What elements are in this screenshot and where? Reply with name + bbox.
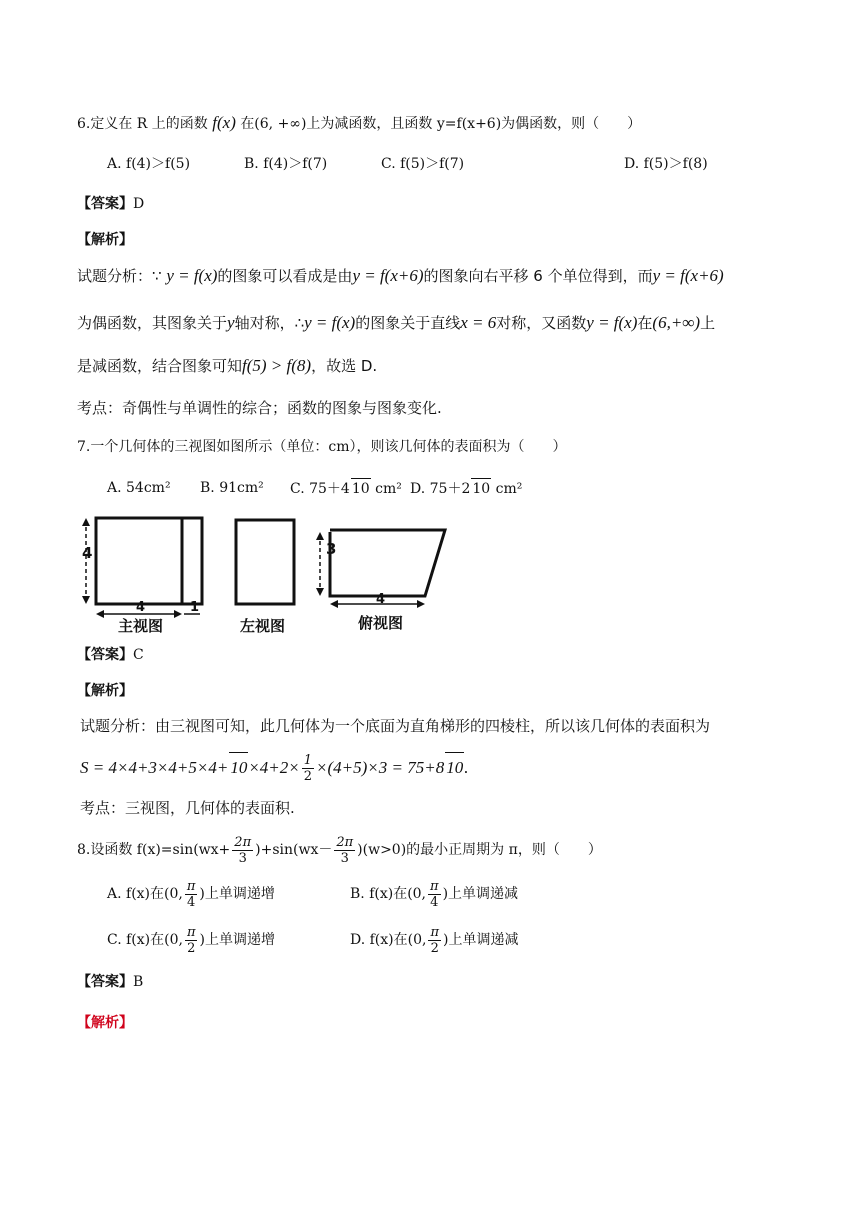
q7-analysis-label: 【解析】 bbox=[77, 683, 133, 699]
denominator: 3 bbox=[238, 850, 247, 866]
q8-option-c bbox=[107, 924, 275, 956]
q7-stem: 7.一个几何体的三视图如图所示（单位：cm），则该几何体的表面积为（ ） bbox=[77, 439, 567, 455]
q6-stem-function: f(x) bbox=[212, 113, 236, 132]
q8-option-b bbox=[350, 878, 518, 910]
math: (6,+∞) bbox=[652, 313, 701, 332]
q6-analysis-line-3 bbox=[77, 356, 377, 376]
sqrt-radicand: 10 bbox=[471, 478, 491, 499]
formula-part: . bbox=[464, 758, 469, 777]
unit: cm² bbox=[375, 481, 402, 497]
text: 对称，又函数 bbox=[496, 314, 587, 332]
arrow-left-icon bbox=[96, 610, 104, 618]
q6-stem-text: 6.定义在 R 上的函数 bbox=[77, 116, 208, 132]
fraction bbox=[428, 879, 441, 910]
text: C. 75＋4 bbox=[290, 481, 350, 497]
math: y = f(x+6) bbox=[352, 266, 424, 285]
sqrt-radicand: 10 bbox=[445, 752, 464, 783]
q8-analysis-label: 【解析】 bbox=[77, 1015, 133, 1031]
fraction bbox=[428, 925, 441, 956]
q6-stem bbox=[77, 113, 641, 134]
q7-option-c bbox=[290, 478, 402, 499]
text: C. f(x)在(0, bbox=[107, 932, 183, 948]
q6-point: 考点：奇偶性与单调性的综合；函数的图象与图象变化. bbox=[77, 399, 442, 417]
answer-value: C bbox=[133, 647, 144, 663]
text: )上单调递减 bbox=[442, 886, 519, 902]
denominator: 3 bbox=[340, 850, 349, 866]
q6-option-b: B. f(4)＞f(7) bbox=[244, 156, 328, 172]
top-view-outline bbox=[330, 530, 445, 596]
numerator: π bbox=[430, 924, 439, 940]
text: )上单调递增 bbox=[199, 886, 275, 902]
arrow-up-icon bbox=[316, 532, 324, 540]
text: ，故选 D. bbox=[311, 357, 378, 375]
text: )上单调递减 bbox=[443, 932, 519, 948]
q7-answer bbox=[77, 645, 144, 665]
numerator: π bbox=[186, 924, 196, 940]
denominator: 4 bbox=[430, 894, 439, 910]
front-view-outline bbox=[96, 518, 202, 604]
denominator: 2 bbox=[430, 940, 439, 956]
q6-analysis-label: 【解析】 bbox=[77, 232, 133, 248]
denominator: 4 bbox=[186, 894, 196, 910]
q8-option-a bbox=[107, 878, 275, 910]
q7-formula bbox=[80, 752, 468, 784]
formula-part: ×4+2× bbox=[248, 758, 300, 777]
text: )(w>0)的最小正周期为 π，则（ ） bbox=[357, 842, 602, 858]
sqrt-radicand: 10 bbox=[229, 752, 248, 783]
answer-value: D bbox=[133, 196, 145, 212]
q6-answer bbox=[77, 194, 144, 214]
q6-stem-text-2: 在(6, +∞)上为减函数，且函数 y=f(x+6)为偶函数，则（ ） bbox=[240, 116, 642, 132]
dim-label: 4 bbox=[136, 600, 146, 615]
formula-part: ×(4+5)×3 = 75+8 bbox=[316, 758, 445, 777]
numerator: π bbox=[430, 878, 439, 894]
text: 的图象向右平移 6 个单位得到，而 bbox=[423, 267, 653, 285]
numerator: π bbox=[186, 878, 196, 894]
q8-answer bbox=[77, 972, 143, 992]
text: 的图象可以看成是由 bbox=[217, 267, 353, 285]
fraction bbox=[232, 835, 253, 866]
dim-label: 3 bbox=[326, 540, 337, 558]
dim-label: 1 bbox=[190, 600, 200, 615]
fraction bbox=[302, 753, 314, 784]
numerator: 2π bbox=[234, 834, 252, 850]
arrow-down-icon bbox=[316, 588, 324, 596]
sqrt-radicand: 10 bbox=[351, 478, 371, 499]
math: y = f(x) bbox=[586, 313, 638, 332]
arrow-up-icon bbox=[82, 518, 90, 526]
numerator: 2π bbox=[336, 834, 354, 850]
answer-label: 【答案】 bbox=[77, 974, 133, 990]
text: )上单调递增 bbox=[199, 932, 275, 948]
q8-option-d bbox=[350, 924, 518, 956]
text: 上 bbox=[700, 314, 716, 332]
text: D. f(x)在(0, bbox=[350, 932, 427, 948]
left-view-label: 左视图 bbox=[240, 617, 286, 635]
math: x = 6 bbox=[460, 313, 497, 332]
dim-label: 4 bbox=[82, 544, 93, 562]
arrow-down-icon bbox=[82, 596, 90, 604]
q7-option-d bbox=[410, 478, 522, 499]
text: 的图象关于直线 bbox=[355, 314, 461, 332]
math: y = f(x) bbox=[166, 266, 218, 285]
answer-label: 【答案】 bbox=[77, 196, 133, 212]
q7-analysis-line-1: 试题分析：由三视图可知，此几何体为一个底面为直角梯形的四棱柱，所以该几何体的表面积为 bbox=[80, 717, 711, 735]
left-view-outline bbox=[236, 520, 294, 604]
text: 轴对称，∴ bbox=[234, 314, 305, 332]
fraction bbox=[185, 879, 198, 910]
q6-option-a: A. f(4)＞f(5) bbox=[107, 156, 191, 172]
answer-label: 【答案】 bbox=[77, 647, 133, 663]
q6-analysis-line-2 bbox=[77, 313, 715, 333]
formula-part: S = 4×4+3×4+5×4+ bbox=[80, 758, 229, 777]
q8-stem bbox=[77, 834, 602, 866]
fraction bbox=[185, 925, 198, 956]
q6-option-c: C. f(5)＞f(7) bbox=[381, 156, 465, 172]
q7-option-a: A. 54cm² bbox=[107, 480, 171, 496]
math: f(5) > f(8) bbox=[242, 356, 312, 375]
answer-value: B bbox=[133, 974, 144, 990]
text: )+sin(wx－ bbox=[255, 842, 333, 858]
fraction bbox=[334, 835, 355, 866]
q6-analysis-line-1 bbox=[77, 266, 724, 286]
text: 为偶函数，其图象关于 bbox=[77, 314, 228, 332]
dim-label: 4 bbox=[376, 592, 386, 607]
q6-option-d: D. f(5)＞f(8) bbox=[624, 156, 708, 172]
text: A. f(x)在(0, bbox=[107, 886, 183, 902]
text: 是减函数，结合图象可知 bbox=[77, 357, 243, 375]
arrow-right-icon bbox=[174, 610, 182, 618]
math: y = f(x+6) bbox=[652, 266, 724, 285]
arrow-right-icon bbox=[417, 600, 425, 608]
unit: cm² bbox=[495, 481, 523, 497]
numerator: 1 bbox=[303, 753, 313, 768]
front-view-label: 主视图 bbox=[118, 617, 164, 635]
q7-option-b: B. 91cm² bbox=[200, 480, 264, 496]
text: 在 bbox=[637, 314, 653, 332]
text: D. 75＋2 bbox=[410, 481, 471, 497]
top-view-label: 俯视图 bbox=[358, 614, 404, 632]
text: B. f(x)在(0, bbox=[350, 886, 427, 902]
arrow-left-icon bbox=[330, 600, 338, 608]
q7-point: 考点：三视图，几何体的表面积. bbox=[80, 799, 295, 817]
text: 8.设函数 f(x)=sin(wx+ bbox=[77, 842, 231, 858]
math: y = f(x) bbox=[304, 313, 356, 332]
denominator: 2 bbox=[303, 769, 313, 784]
text: 试题分析：∵ bbox=[77, 267, 167, 285]
math: y bbox=[227, 313, 235, 332]
denominator: 2 bbox=[187, 940, 196, 956]
